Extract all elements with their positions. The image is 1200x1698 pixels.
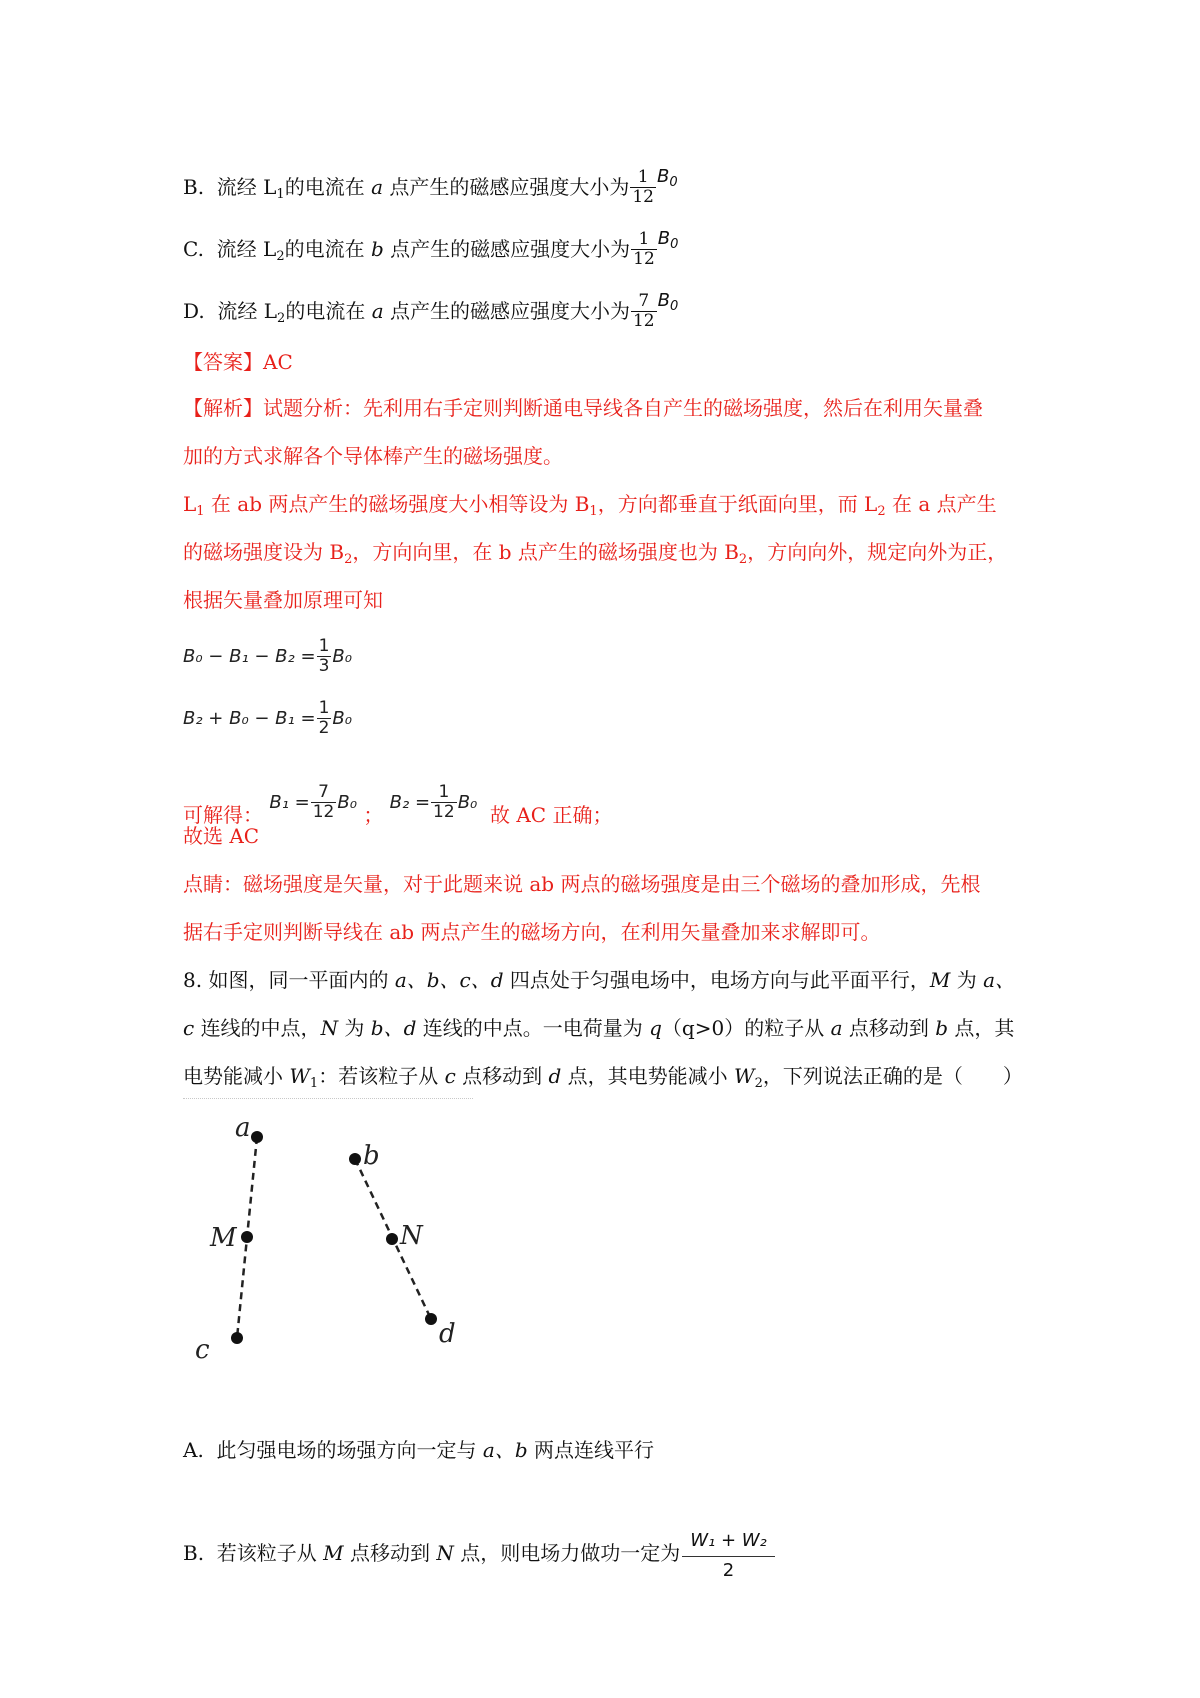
label-d: d [439, 1319, 456, 1349]
q8-option-b: B. 若该粒子从 M 点移动到 N 点，则电场力做功一定为 $\frac{\text{W₁ + W₂}}{2}$ [183, 1530, 771, 1582]
analysis-line-5: 根据矢量叠加原理可知 [183, 588, 383, 612]
dotted-separator [183, 1098, 473, 1099]
point-d [425, 1313, 437, 1325]
point-b [349, 1153, 361, 1165]
equation-2: B₂ + B₀ − B₁ = $\frac{1}{2}$ B₀ [183, 698, 352, 738]
label-m: M [210, 1223, 237, 1253]
note-line-2: 据右手定则判断导线在 ab 两点产生的磁场方向，在利用矢量叠加来求解即可。 [183, 920, 881, 944]
field-diagram [195, 1110, 475, 1390]
label-a: a [235, 1113, 251, 1143]
point-c [231, 1332, 243, 1344]
point-m [241, 1231, 253, 1243]
solution-line: 可解得： B₁ = $\frac{7}{12}$ B₀ ； B₂ = $\frac{1}{12}$ B₀ 故 AC 正确； [183, 782, 613, 827]
point-a [251, 1131, 263, 1143]
equation-1: B₀ − B₁ − B₂ = $\frac{1}{3}$ B₀ [183, 636, 352, 676]
analysis-line-2: 加的方式求解各个导体棒产生的磁场强度。 [183, 444, 563, 468]
label-n: N [400, 1221, 423, 1251]
analysis-line-4: 的磁场强度设为 $B_2$，方向向里，在 b 点产生的磁场强度也为 $B_2$，方向向外，规定向外为正， [183, 540, 1008, 567]
label-b: b [363, 1141, 380, 1171]
solution-b2: B₂ = $\frac{1}{12}$ B₀ [389, 782, 478, 822]
q8-option-a: A. 此匀强电场的场强方向一定与 a、b 两点连线平行 [183, 1438, 654, 1462]
point-n [386, 1233, 398, 1245]
analysis-line-1: 【解析】试题分析：先利用右手定则判断通电导线各自产生的磁场强度，然后在利用矢量叠 [183, 396, 983, 420]
analysis-line-3: $L_1$ 在 ab 两点产生的磁场强度大小相等设为 $B_1$，方向都垂直于纸面向里，而 $L_2$ 在 a 点产生 [183, 492, 997, 519]
answer-line: 【答案】AC [183, 350, 293, 374]
fraction: $\frac{1}{12}$ [633, 229, 655, 269]
option-b: B. 流经 $L_1$的电流在 a 点产生的磁感应强度大小为 $\frac{1}{12}$ $B_0$ [183, 166, 678, 207]
label-c: c [195, 1335, 210, 1365]
q8-line-3: 电势能减小 $W_1$：若该粒子从 c 点移动到 d 点，其电势能减小 $W_2$，下列说法正确的是（ ） [183, 1064, 1023, 1091]
solution-b1: B₁ = $\frac{7}{12}$ B₀ [269, 782, 357, 822]
q8-line-1: 8. 如图，同一平面内的 a、b、c、d 四点处于匀强电场中，电场方向与此平面平行，M 为 a、 [183, 968, 1016, 992]
work-fraction: $\frac{\text{W₁ + W₂}}{2}$ [686, 1530, 771, 1582]
option-c: C. 流经 $L_2$的电流在 b 点产生的磁感应强度大小为 $\frac{1}{12}$ $B_0$ [183, 228, 679, 269]
q8-line-2: c 连线的中点，N 为 b、d 连线的中点。一电荷量为 q（q>0）的粒子从 a 点移动到 b 点，其 [183, 1016, 1015, 1040]
fraction: $\frac{1}{12}$ [632, 167, 654, 207]
choose-line: 故选 AC [183, 824, 260, 848]
fraction: $\frac{7}{12}$ [632, 291, 655, 331]
note-line-1: 点睛：磁场强度是矢量，对于此题来说 ab 两点的磁场强度是由三个磁场的叠加形成，先根 [183, 872, 981, 896]
option-d: D. 流经 $L_2$的电流在 a 点产生的磁感应强度大小为 $\frac{7}{12}$ $B_0$ [183, 290, 679, 331]
